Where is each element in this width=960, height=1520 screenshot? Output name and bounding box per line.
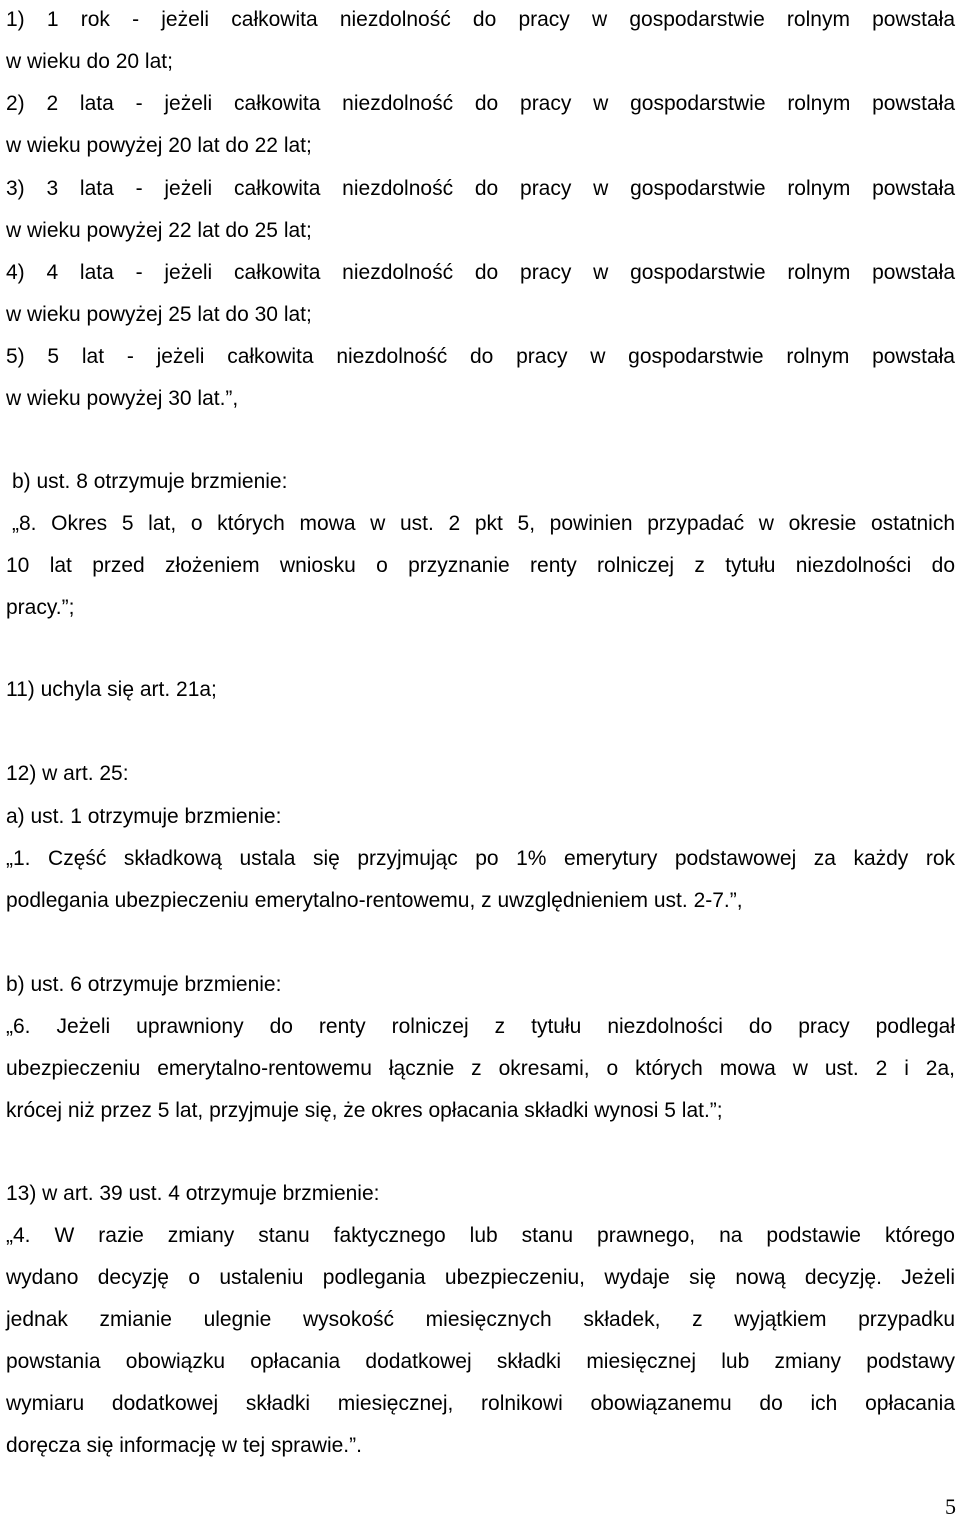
text-line: „6. Jeżeli uprawniony do renty rolniczej z tytułu niezdolności do pracy podlegał [6,1015,955,1038]
text-line: krócej niż przez 5 lat, przyjmuje się, że okres opłacania składki wynosi 5 lat.”; [6,1099,723,1122]
text-line: 10 lat przed złożeniem wniosku o przyznanie renty rolniczej z tytułu niezdolności do [6,554,955,577]
text-line: „1. Część składkową ustala się przyjmując po 1% emerytury podstawowej za każdy rok [6,847,955,870]
text-line: w wieku do 20 lat; [6,50,173,73]
text-line: powstania obowiązku opłacania dodatkowej składki miesięcznej lub zmiany podstawy [6,1350,955,1373]
text-line: b) ust. 6 otrzymuje brzmienie: [6,973,282,996]
text-line: jednak zmianie ulegnie wysokość miesięcznych składek, z wyjątkiem przypadku [6,1308,955,1331]
text-line: 11) uchyla się art. 21a; [6,678,217,701]
text-line: 12) w art. 25: [6,762,129,785]
text-line: b) ust. 8 otrzymuje brzmienie: [12,470,288,493]
text-line: pracy.”; [6,596,75,619]
text-line: wydano decyzję o ustaleniu podlegania ubezpieczeniu, wydaje się nową decyzję. Jeżeli [6,1266,955,1289]
text-line: 3) 3 lata - jeżeli całkowita niezdolność do pracy w gospodarstwie rolnym powstała [6,177,955,200]
text-line: 4) 4 lata - jeżeli całkowita niezdolność do pracy w gospodarstwie rolnym powstała [6,261,955,284]
text-line: doręcza się informację w tej sprawie.”. [6,1434,362,1457]
text-line: wymiaru dodatkowej składki miesięcznej, rolnikowi obowiązanemu do ich opłacania [6,1392,955,1415]
text-line: podlegania ubezpieczeniu emerytalno-rentowemu, z uwzględnieniem ust. 2-7.”, [6,889,743,912]
text-line: w wieku powyżej 22 lat do 25 lat; [6,219,312,242]
text-line: w wieku powyżej 20 lat do 22 lat; [6,134,312,157]
text-line: 2) 2 lata - jeżeli całkowita niezdolność do pracy w gospodarstwie rolnym powstała [6,92,955,115]
text-line: a) ust. 1 otrzymuje brzmienie: [6,805,282,828]
text-line: w wieku powyżej 30 lat.”, [6,387,239,410]
text-line: „8. Okres 5 lat, o których mowa w ust. 2 pkt 5, powinien przypadać w okresie ostatnich [12,512,955,535]
text-line: 5) 5 lat - jeżeli całkowita niezdolność do pracy w gospodarstwie rolnym powstała [6,345,955,368]
page-number: 5 [945,1494,956,1519]
text-line: 13) w art. 39 ust. 4 otrzymuje brzmienie: [6,1182,380,1205]
text-line: ubezpieczeniu emerytalno-rentowemu łącznie z okresami, o których mowa w ust. 2 i 2a, [6,1057,955,1080]
text-line: 1) 1 rok - jeżeli całkowita niezdolność do pracy w gospodarstwie rolnym powstała [6,8,955,31]
text-line: „4. W razie zmiany stanu faktycznego lub stanu prawnego, na podstawie którego [6,1224,955,1247]
text-line: w wieku powyżej 25 lat do 30 lat; [6,303,312,326]
